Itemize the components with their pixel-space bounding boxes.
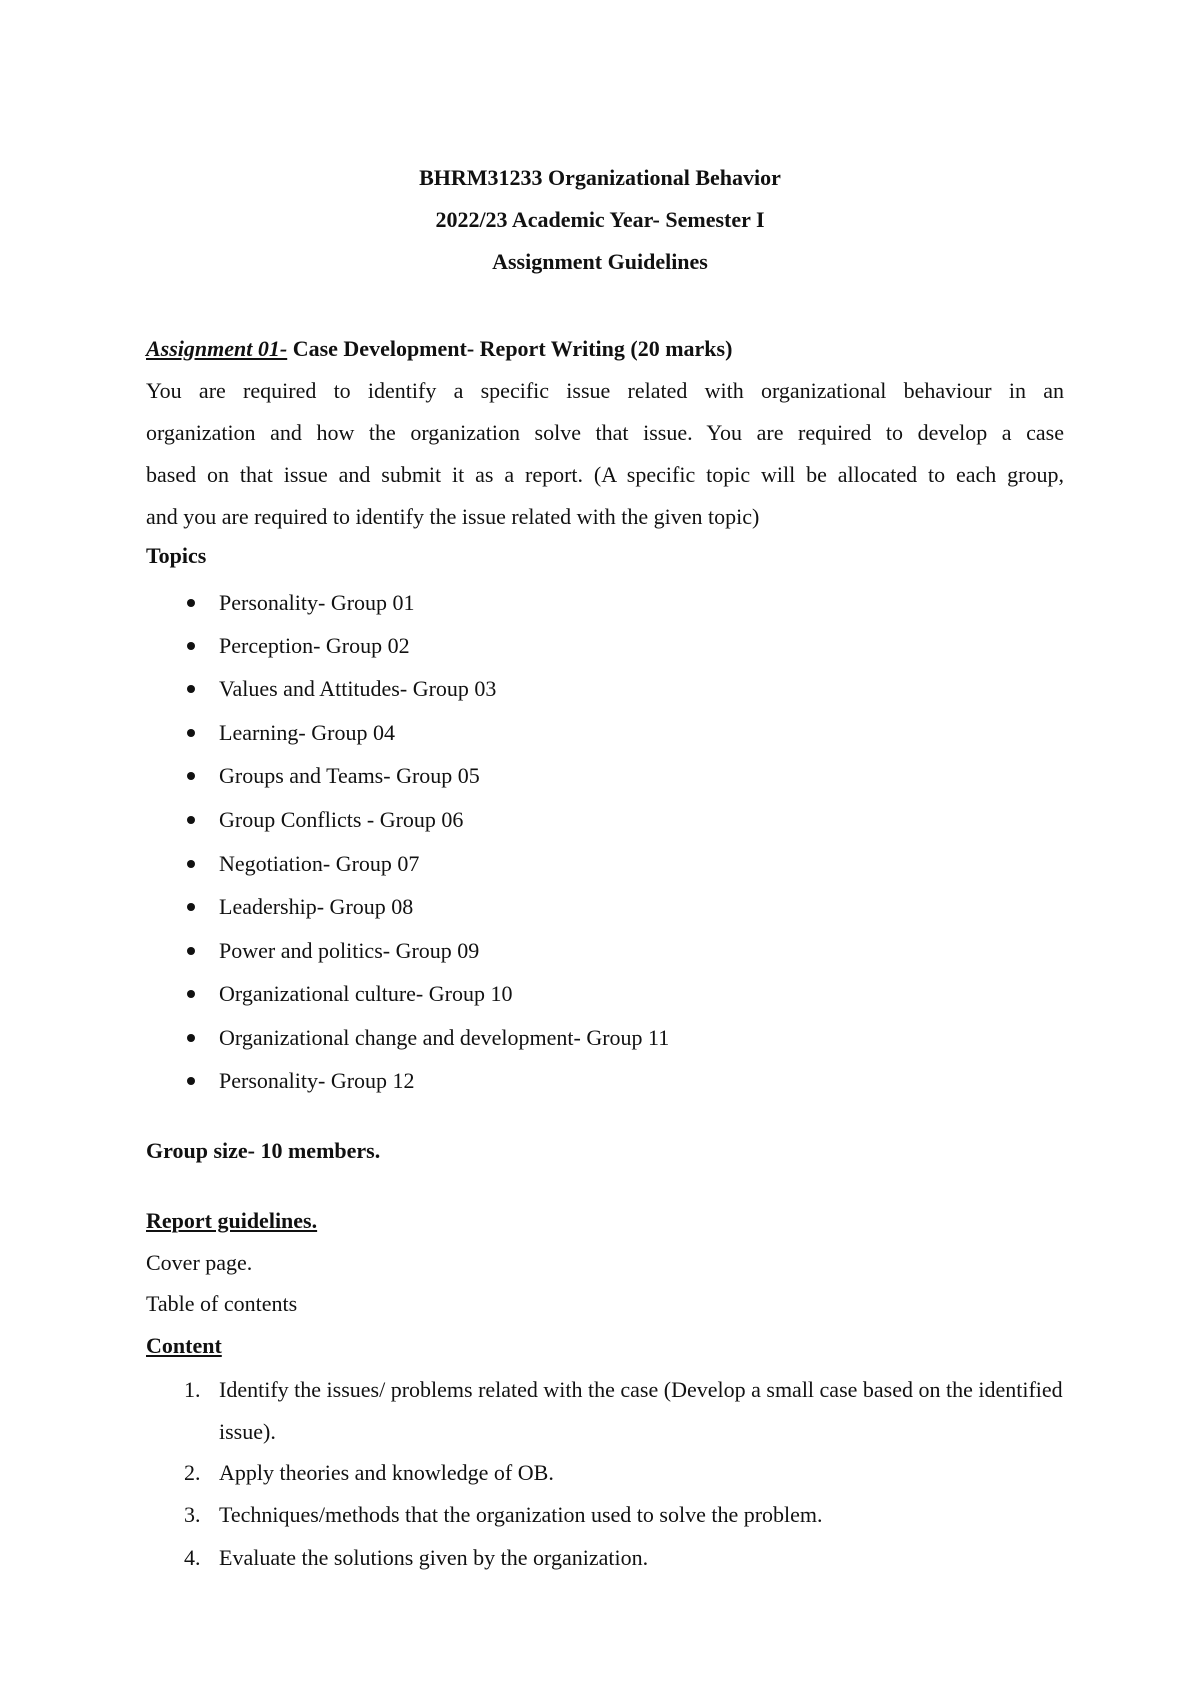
topic-item	[0, 851, 1200, 877]
bullet-icon	[187, 642, 195, 650]
topic-item	[0, 590, 1200, 616]
bullet-icon	[187, 772, 195, 780]
group-size: Group size- 10 members.	[146, 1138, 381, 1163]
content-item-text: Evaluate the solutions given by the organization.	[219, 1545, 649, 1570]
topic-text: Groups and Teams- Group 05	[219, 763, 480, 788]
topic-item	[0, 763, 1200, 789]
assignment-heading-text: Case Development- Report Writing (20 marks)	[287, 336, 733, 361]
topic-text: Personality- Group 12	[219, 1068, 415, 1093]
topic-text: Perception- Group 02	[219, 633, 410, 658]
topic-text: Negotiation- Group 07	[219, 851, 420, 876]
topic-item	[0, 1068, 1200, 1094]
topic-item	[0, 807, 1200, 833]
topic-text: Organizational change and development- Group 11	[219, 1025, 670, 1050]
content-item-number: 4.	[184, 1545, 201, 1570]
bullet-icon	[187, 860, 195, 868]
topic-item	[0, 720, 1200, 746]
table-of-contents-text: Table of contents	[146, 1291, 298, 1316]
bullet-icon	[187, 599, 195, 607]
assignment-paragraph-line: You are required to identify a specific issue related with organizational behaviour in an	[146, 378, 1064, 403]
topic-item	[0, 676, 1200, 702]
topic-item	[0, 981, 1200, 1007]
topic-text: Group Conflicts - Group 06	[219, 807, 464, 832]
content-item-number: 1.	[184, 1377, 201, 1402]
course-title: BHRM31233 Organizational Behavior	[419, 165, 781, 190]
topic-text: Leadership- Group 08	[219, 894, 414, 919]
topic-item	[0, 633, 1200, 659]
content-heading: Content	[146, 1333, 222, 1358]
bullet-icon	[187, 816, 195, 824]
bullet-icon	[187, 947, 195, 955]
topic-item	[0, 894, 1200, 920]
topic-item	[0, 1025, 1200, 1051]
bullet-icon	[187, 1034, 195, 1042]
bullet-icon	[187, 1077, 195, 1085]
content-item-number: 3.	[184, 1502, 201, 1527]
topic-text: Values and Attitudes- Group 03	[219, 676, 497, 701]
document-title: Assignment Guidelines	[492, 249, 708, 274]
content-item-text: Identify the issues/ problems related with the case (Develop a small case based on the identified issue).	[219, 1377, 1063, 1444]
assignment-paragraph-line: and you are required to identify the issue related with the given topic)	[146, 504, 760, 529]
topic-text: Learning- Group 04	[219, 720, 395, 745]
topic-text: Organizational culture- Group 10	[219, 981, 513, 1006]
assignment-heading	[146, 336, 732, 362]
cover-page-text: Cover page.	[146, 1250, 253, 1275]
bullet-icon	[187, 903, 195, 911]
topic-text: Power and politics- Group 09	[219, 938, 480, 963]
assignment-paragraph-line: organization and how the organization solve that issue. You are required to develop a case	[146, 420, 1064, 445]
bullet-icon	[187, 685, 195, 693]
bullet-icon	[187, 729, 195, 737]
assignment-paragraph-line: based on that issue and submit it as a report. (A specific topic will be allocated to each group,	[146, 462, 1064, 487]
topics-heading: Topics	[146, 543, 207, 568]
assignment-label: Assignment 01-	[146, 336, 288, 361]
topic-item	[0, 938, 1200, 964]
content-item-number: 2.	[184, 1460, 201, 1485]
content-item-text: Techniques/methods that the organization used to solve the problem.	[219, 1502, 823, 1527]
academic-year: 2022/23 Academic Year- Semester I	[435, 207, 765, 232]
report-guidelines-heading: Report guidelines.	[146, 1208, 318, 1233]
content-item-text: Apply theories and knowledge of OB.	[219, 1460, 554, 1485]
topic-text: Personality- Group 01	[219, 590, 415, 615]
bullet-icon	[187, 990, 195, 998]
